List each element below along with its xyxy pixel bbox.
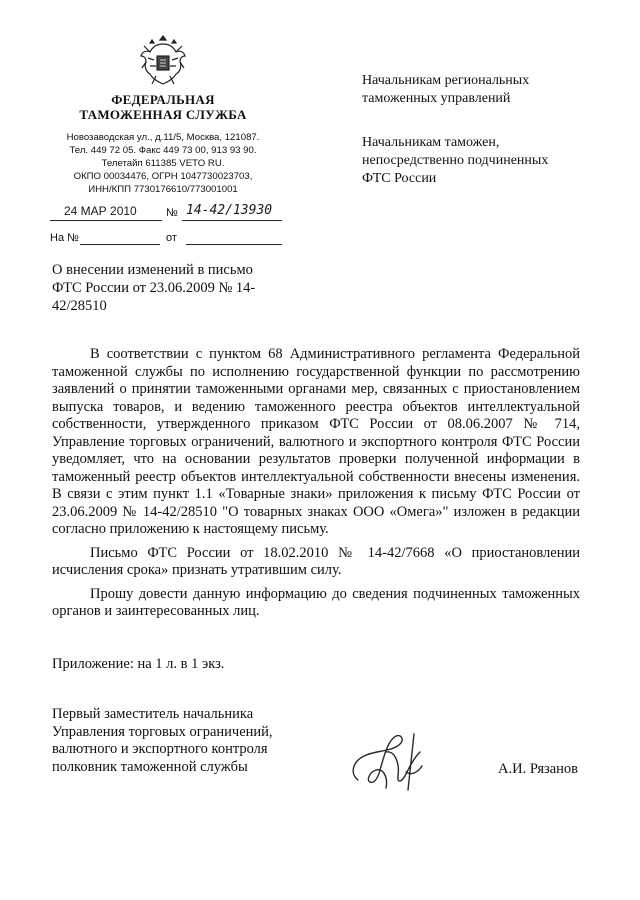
recipient-line-1: Начальникам региональных	[362, 73, 530, 88]
body-paragraph-2: Письмо ФТС России от 18.02.2010 № 14-42/7668 «О приостановлении исчисления срока» признать утратившим силу.	[52, 544, 580, 578]
reference-label: На №	[50, 232, 79, 244]
recipient-line-5: ФТС России	[362, 171, 437, 186]
org-name-line2: ТАМОЖЕННАЯ СЛУЖБА	[79, 107, 247, 122]
signatory-name: А.И. Рязанов	[498, 761, 579, 777]
org-okpo: ОКПО 00034476, ОГРН 1047730023703,	[73, 171, 253, 182]
recipient-line-3: Начальникам таможен,	[362, 135, 500, 150]
date-underline	[50, 220, 162, 221]
signatory-line-4: полковник таможенной службы	[52, 758, 248, 775]
org-inn: ИНН/КПП 7730176610/773001001	[88, 184, 238, 195]
from-underline	[186, 244, 282, 245]
number-underline	[182, 220, 282, 221]
recipient-line-2: таможенных управлений	[362, 91, 511, 106]
signatory-title	[52, 706, 312, 776]
subject-line-2: ФТС России от 23.06.2009 № 14-	[52, 280, 256, 296]
attachment-note: Приложение: на 1 л. в 1 экз.	[52, 656, 225, 672]
subject-line-1: О внесении изменений в письмо	[52, 262, 253, 278]
signatory-line-1: Первый заместитель начальника	[52, 706, 254, 722]
org-name-line1: ФЕДЕРАЛЬНАЯ	[111, 92, 215, 107]
coat-of-arms-emblem	[138, 32, 188, 88]
body-paragraph-1: В соответствии с пунктом 68 Административного регламента Федеральной таможенной службы по исполнению государственной функции по рассмотрению заявлений о принятии таможенными органами мер, связанных с приостановлением выпуска товаров, и ведению таможенного реестра объектов интеллектуальной собственности, утвержденного приказом ФТС России от 08.06.2007 № 714, Управление торговых ограничений, валютного и экспортного контроля ФТС России уведомляет, что на основании результатов проверки полученной информации в таможенный реестр объектов интеллектуальной собственности внесены изменения. В связи с этим пункт 1.1 «Товарные знаки» приложения к письму ФТС России от 23.06.2009 № 14-42/28510 "О товарных знаках ООО «Омега»" изложен в редакции согласно приложению к настоящему письму.	[52, 346, 580, 537]
subject-line-3: 42/28510	[52, 298, 107, 314]
org-phone: Тел. 449 72 05. Факс 449 73 00, 913 93 90.	[69, 145, 257, 156]
body-paragraph-3: Прошу довести данную информацию до сведения подчиненных таможенных органов и заинтересованных лиц.	[52, 585, 580, 619]
letter-number: 14-42/13930	[186, 203, 273, 218]
signatory-line-2: Управления торговых ограничений,	[52, 723, 273, 740]
letter-body	[52, 346, 580, 621]
letter-date: 24 МАР 2010	[64, 204, 137, 218]
org-address: Новозаводская ул., д.11/5, Москва, 121087.	[66, 132, 260, 143]
from-label: от	[166, 232, 177, 244]
handwritten-signature	[340, 722, 460, 802]
org-teletype: Телетайп 611385 VETO RU.	[101, 158, 225, 169]
signatory-line-3: валютного и экспортного контроля	[52, 741, 268, 757]
number-label: №	[166, 207, 178, 219]
recipient-line-4: непосредственно подчиненных	[362, 153, 549, 168]
reference-underline	[80, 244, 160, 245]
